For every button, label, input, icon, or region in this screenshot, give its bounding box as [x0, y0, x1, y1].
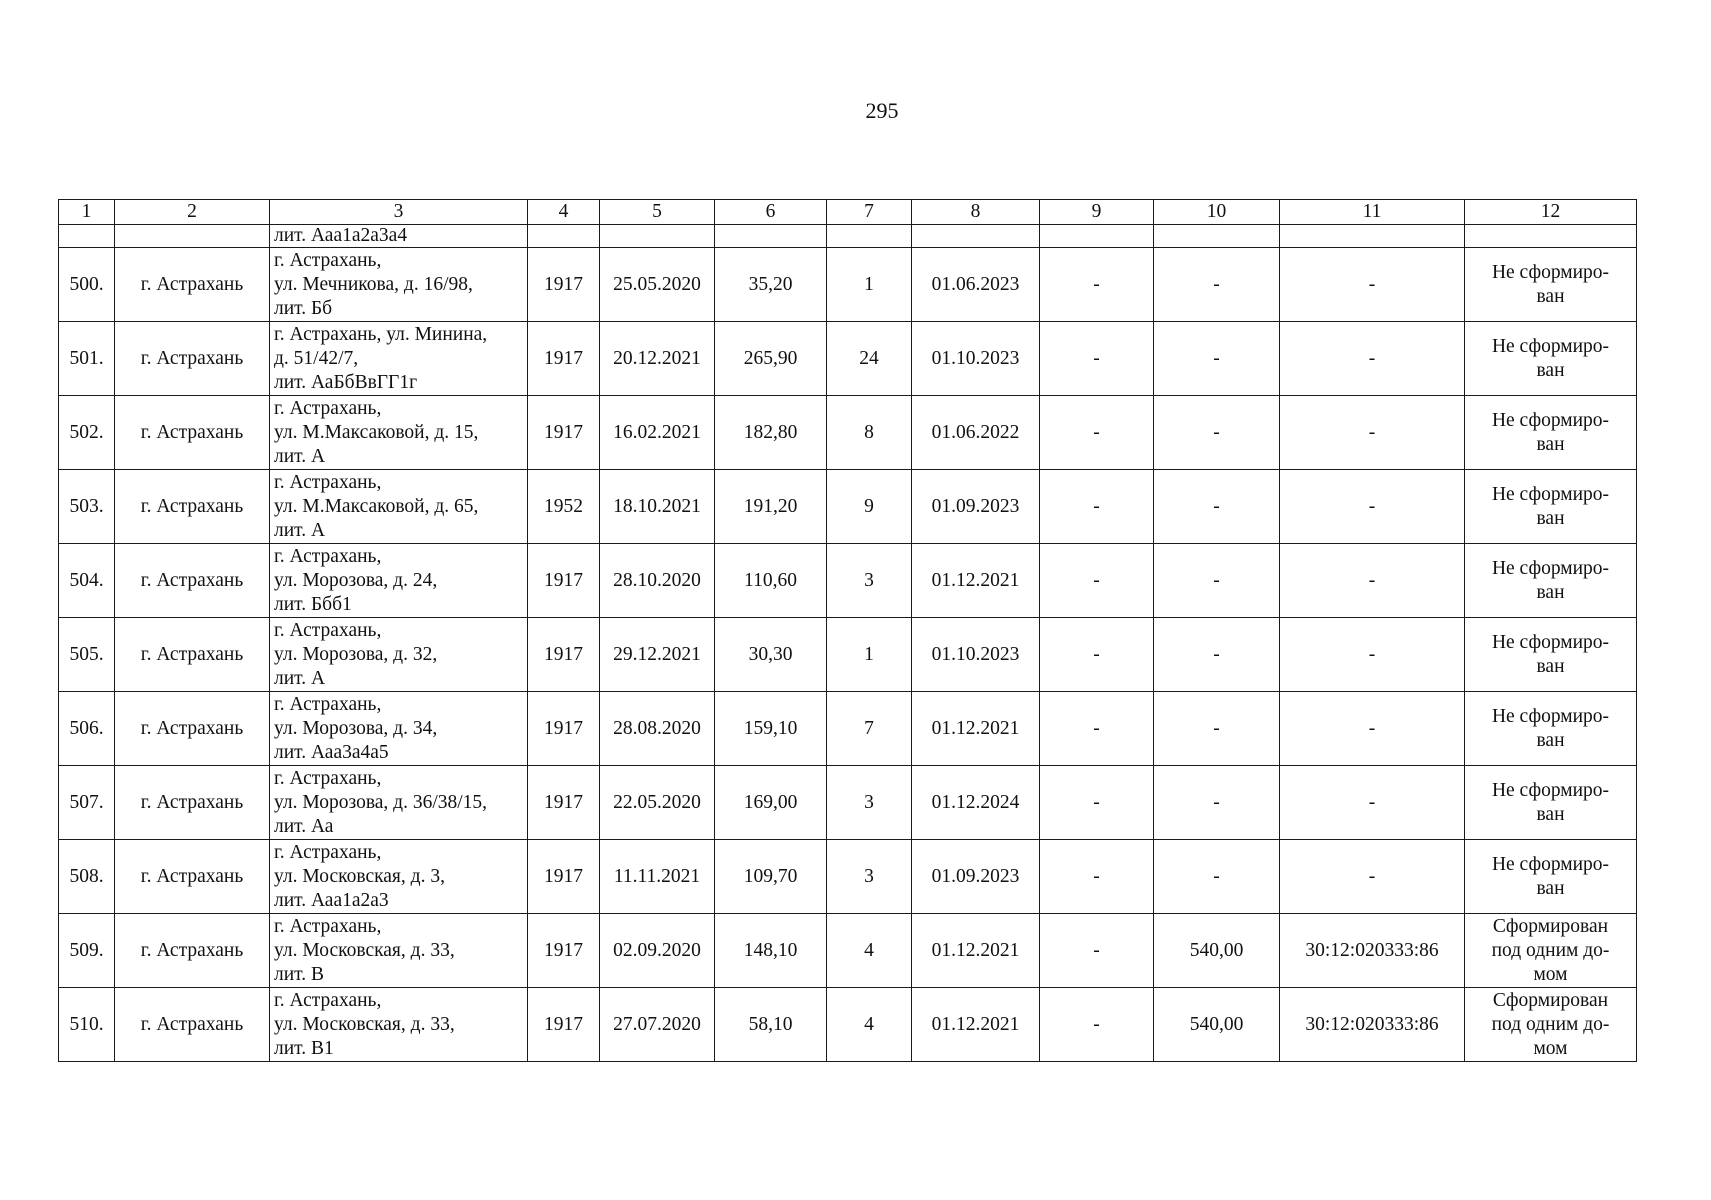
table-row: [59, 840, 1637, 914]
row-number: 504.: [59, 544, 115, 618]
address-line: ул. Морозова, д. 36/38/15,: [274, 791, 488, 813]
status-line: мом: [1533, 1037, 1568, 1059]
status-line: ван: [1536, 877, 1565, 899]
land-status-cell: [1465, 396, 1637, 470]
empty-cell: [1040, 225, 1154, 248]
area-cell: 265,90: [715, 322, 827, 396]
column-header: 5: [600, 200, 715, 225]
cadastral-number-cell: -: [1280, 618, 1465, 692]
deadline-cell: 01.09.2023: [912, 470, 1040, 544]
cadastral-number-cell: 30:12:020333:86: [1280, 914, 1465, 988]
cadastral-number-cell: 30:12:020333:86: [1280, 988, 1465, 1062]
status-line: Не сформиро-: [1491, 557, 1610, 579]
column-9-cell: -: [1040, 914, 1154, 988]
row-number: 501.: [59, 322, 115, 396]
column-header: 11: [1280, 200, 1465, 225]
count-cell: 3: [827, 766, 912, 840]
date-cell: 28.10.2020: [600, 544, 715, 618]
status-line: Не сформиро-: [1491, 705, 1610, 727]
address-line: г. Астрахань,: [274, 545, 382, 567]
area-cell: 169,00: [715, 766, 827, 840]
year-cell: 1917: [528, 988, 600, 1062]
address-line: ул. Морозова, д. 24,: [274, 569, 438, 591]
year-cell: 1917: [528, 840, 600, 914]
continuation-address: лит. Ааа1а2а3а4: [270, 225, 528, 248]
address-line: г. Астрахань,: [274, 619, 382, 641]
address-line: г. Астрахань,: [274, 915, 382, 937]
table-row: [59, 470, 1637, 544]
address-line: ул. М.Максаковой, д. 15,: [274, 421, 479, 443]
land-area-cell: -: [1154, 618, 1280, 692]
table-row: [59, 692, 1637, 766]
status-line: Не сформиро-: [1491, 261, 1610, 283]
year-cell: 1952: [528, 470, 600, 544]
address-line: г. Астрахань, ул. Минина,: [274, 323, 488, 345]
deadline-cell: 01.10.2023: [912, 322, 1040, 396]
column-9-cell: -: [1040, 322, 1154, 396]
land-area-cell: -: [1154, 248, 1280, 322]
land-status-cell: [1465, 322, 1637, 396]
year-cell: 1917: [528, 248, 600, 322]
land-area-cell: -: [1154, 840, 1280, 914]
area-cell: 58,10: [715, 988, 827, 1062]
cadastral-number-cell: -: [1280, 248, 1465, 322]
date-cell: 22.05.2020: [600, 766, 715, 840]
column-header: 10: [1154, 200, 1280, 225]
year-cell: 1917: [528, 322, 600, 396]
column-header: 12: [1465, 200, 1637, 225]
empty-cell: [912, 225, 1040, 248]
address-cell: [270, 544, 528, 618]
count-cell: 1: [827, 618, 912, 692]
land-status-cell: [1465, 988, 1637, 1062]
row-number: 508.: [59, 840, 115, 914]
status-line: Не сформиро-: [1491, 409, 1610, 431]
address-line: лит. Ааа1а2а3: [274, 889, 389, 911]
table-row: [59, 914, 1637, 988]
deadline-cell: 01.12.2021: [912, 914, 1040, 988]
column-header: 2: [115, 200, 270, 225]
area-cell: 30,30: [715, 618, 827, 692]
table-row: [59, 544, 1637, 618]
address-line: г. Астрахань,: [274, 397, 382, 419]
address-line: лит. А: [274, 667, 326, 689]
address-line: лит. А: [274, 519, 326, 541]
deadline-cell: 01.09.2023: [912, 840, 1040, 914]
address-cell: [270, 248, 528, 322]
address-line: г. Астрахань,: [274, 767, 382, 789]
land-area-cell: -: [1154, 470, 1280, 544]
municipality-cell: г. Астрахань: [115, 544, 270, 618]
deadline-cell: 01.06.2023: [912, 248, 1040, 322]
column-header: 6: [715, 200, 827, 225]
deadline-cell: 01.12.2021: [912, 544, 1040, 618]
table-row: [59, 396, 1637, 470]
deadline-cell: 01.10.2023: [912, 618, 1040, 692]
column-9-cell: -: [1040, 840, 1154, 914]
address-cell: [270, 470, 528, 544]
date-cell: 25.05.2020: [600, 248, 715, 322]
address-line: д. 51/42/7,: [274, 347, 359, 369]
year-cell: 1917: [528, 396, 600, 470]
address-cell: [270, 840, 528, 914]
column-header: 9: [1040, 200, 1154, 225]
cadastral-number-cell: -: [1280, 322, 1465, 396]
address-cell: [270, 988, 528, 1062]
municipality-cell: г. Астрахань: [115, 692, 270, 766]
column-header: 1: [59, 200, 115, 225]
column-header: 8: [912, 200, 1040, 225]
row-number: 502.: [59, 396, 115, 470]
empty-cell: [1465, 225, 1637, 248]
table-row: [59, 988, 1637, 1062]
status-line: под одним до-: [1491, 1013, 1610, 1035]
land-status-cell: [1465, 766, 1637, 840]
status-line: ван: [1536, 507, 1565, 529]
cadastral-number-cell: -: [1280, 766, 1465, 840]
column-9-cell: -: [1040, 248, 1154, 322]
table-row: [59, 322, 1637, 396]
status-line: Сформирован: [1492, 915, 1609, 937]
cadastral-number-cell: -: [1280, 396, 1465, 470]
area-cell: 109,70: [715, 840, 827, 914]
address-line: г. Астрахань,: [274, 471, 382, 493]
count-cell: 7: [827, 692, 912, 766]
land-status-cell: [1465, 248, 1637, 322]
deadline-cell: 01.12.2021: [912, 692, 1040, 766]
address-cell: [270, 322, 528, 396]
deadline-cell: 01.06.2022: [912, 396, 1040, 470]
row-number: 507.: [59, 766, 115, 840]
status-line: ван: [1536, 433, 1565, 455]
address-line: ул. Московская, д. 3,: [274, 865, 445, 887]
column-9-cell: -: [1040, 692, 1154, 766]
row-number: 509.: [59, 914, 115, 988]
column-9-cell: -: [1040, 544, 1154, 618]
count-cell: 3: [827, 544, 912, 618]
date-cell: 11.11.2021: [600, 840, 715, 914]
municipality-cell: г. Астрахань: [115, 840, 270, 914]
area-cell: 35,20: [715, 248, 827, 322]
row-number: 505.: [59, 618, 115, 692]
empty-cell: [827, 225, 912, 248]
status-line: Не сформиро-: [1491, 483, 1610, 505]
address-cell: [270, 618, 528, 692]
municipality-cell: г. Астрахань: [115, 988, 270, 1062]
address-line: лит. Бб: [274, 297, 333, 319]
address-line: лит. Ббб1: [274, 593, 352, 615]
status-line: ван: [1536, 581, 1565, 603]
column-header: 3: [270, 200, 528, 225]
status-line: Не сформиро-: [1491, 335, 1610, 357]
address-line: ул. Московская, д. 33,: [274, 1013, 455, 1035]
cadastral-number-cell: -: [1280, 544, 1465, 618]
address-line: г. Астрахань,: [274, 693, 382, 715]
row-number: 506.: [59, 692, 115, 766]
address-line: ул. Мечникова, д. 16/98,: [274, 273, 473, 295]
cadastral-number-cell: -: [1280, 470, 1465, 544]
empty-cell: [715, 225, 827, 248]
land-area-cell: -: [1154, 692, 1280, 766]
municipality-cell: г. Астрахань: [115, 618, 270, 692]
empty-cell: [1280, 225, 1465, 248]
municipality-cell: г. Астрахань: [115, 322, 270, 396]
address-line: лит. А: [274, 445, 326, 467]
address-line: г. Астрахань,: [274, 989, 382, 1011]
empty-cell: [1154, 225, 1280, 248]
address-line: г. Астрахань,: [274, 841, 382, 863]
date-cell: 28.08.2020: [600, 692, 715, 766]
address-line: ул. Морозова, д. 32,: [274, 643, 438, 665]
area-cell: 148,10: [715, 914, 827, 988]
table-row: [59, 766, 1637, 840]
area-cell: 159,10: [715, 692, 827, 766]
municipality-cell: г. Астрахань: [115, 914, 270, 988]
continuation-row: [59, 225, 1637, 248]
year-cell: 1917: [528, 914, 600, 988]
land-area-cell: 540,00: [1154, 914, 1280, 988]
column-number-header-row: [59, 200, 1637, 225]
address-cell: [270, 396, 528, 470]
address-line: ул. М.Максаковой, д. 65,: [274, 495, 479, 517]
status-line: ван: [1536, 655, 1565, 677]
address-cell: [270, 914, 528, 988]
status-line: ван: [1536, 803, 1565, 825]
status-line: Сформирован: [1492, 989, 1609, 1011]
land-status-cell: [1465, 618, 1637, 692]
date-cell: 20.12.2021: [600, 322, 715, 396]
status-line: Не сформиро-: [1491, 779, 1610, 801]
status-line: Не сформиро-: [1491, 631, 1610, 653]
column-header: 4: [528, 200, 600, 225]
column-9-cell: -: [1040, 766, 1154, 840]
land-area-cell: -: [1154, 396, 1280, 470]
address-line: ул. Морозова, д. 34,: [274, 717, 438, 739]
column-9-cell: -: [1040, 618, 1154, 692]
land-area-cell: -: [1154, 544, 1280, 618]
page-number: 295: [865, 98, 899, 123]
table-row: [59, 248, 1637, 322]
status-line: Не сформиро-: [1491, 853, 1610, 875]
land-status-cell: [1465, 544, 1637, 618]
land-status-cell: [1465, 840, 1637, 914]
area-cell: 110,60: [715, 544, 827, 618]
count-cell: 9: [827, 470, 912, 544]
housing-table: [58, 199, 1637, 1062]
date-cell: 16.02.2021: [600, 396, 715, 470]
empty-cell: [115, 225, 270, 248]
address-line: лит. Аа: [274, 815, 334, 837]
year-cell: 1917: [528, 766, 600, 840]
date-cell: 02.09.2020: [600, 914, 715, 988]
address-line: лит. В: [274, 963, 324, 985]
land-area-cell: 540,00: [1154, 988, 1280, 1062]
count-cell: 3: [827, 840, 912, 914]
land-status-cell: [1465, 692, 1637, 766]
address-line: ул. Московская, д. 33,: [274, 939, 455, 961]
municipality-cell: г. Астрахань: [115, 766, 270, 840]
year-cell: 1917: [528, 618, 600, 692]
status-line: ван: [1536, 729, 1565, 751]
year-cell: 1917: [528, 692, 600, 766]
land-area-cell: -: [1154, 322, 1280, 396]
row-number: 510.: [59, 988, 115, 1062]
address-cell: [270, 692, 528, 766]
column-9-cell: -: [1040, 988, 1154, 1062]
column-9-cell: -: [1040, 470, 1154, 544]
address-line: лит. Ааа3а4а5: [274, 741, 389, 763]
municipality-cell: г. Астрахань: [115, 248, 270, 322]
municipality-cell: г. Астрахань: [115, 470, 270, 544]
status-line: ван: [1536, 359, 1565, 381]
cadastral-number-cell: -: [1280, 840, 1465, 914]
address-line: г. Астрахань,: [274, 249, 382, 271]
land-status-cell: [1465, 914, 1637, 988]
empty-cell: [600, 225, 715, 248]
municipality-cell: г. Астрахань: [115, 396, 270, 470]
count-cell: 4: [827, 914, 912, 988]
land-area-cell: -: [1154, 766, 1280, 840]
land-status-cell: [1465, 470, 1637, 544]
status-line: ван: [1536, 285, 1565, 307]
deadline-cell: 01.12.2021: [912, 988, 1040, 1062]
empty-cell: [59, 225, 115, 248]
area-cell: 191,20: [715, 470, 827, 544]
table-row: [59, 618, 1637, 692]
date-cell: 27.07.2020: [600, 988, 715, 1062]
address-cell: [270, 766, 528, 840]
date-cell: 18.10.2021: [600, 470, 715, 544]
count-cell: 1: [827, 248, 912, 322]
date-cell: 29.12.2021: [600, 618, 715, 692]
deadline-cell: 01.12.2024: [912, 766, 1040, 840]
count-cell: 24: [827, 322, 912, 396]
status-line: мом: [1533, 963, 1568, 985]
address-line: лит. АаБбВвГГ1г: [274, 371, 418, 393]
count-cell: 8: [827, 396, 912, 470]
count-cell: 4: [827, 988, 912, 1062]
empty-cell: [528, 225, 600, 248]
column-header: 7: [827, 200, 912, 225]
address-line: лит. В1: [274, 1037, 334, 1059]
status-line: под одним до-: [1491, 939, 1610, 961]
cadastral-number-cell: -: [1280, 692, 1465, 766]
row-number: 503.: [59, 470, 115, 544]
year-cell: 1917: [528, 544, 600, 618]
column-9-cell: -: [1040, 396, 1154, 470]
area-cell: 182,80: [715, 396, 827, 470]
row-number: 500.: [59, 248, 115, 322]
